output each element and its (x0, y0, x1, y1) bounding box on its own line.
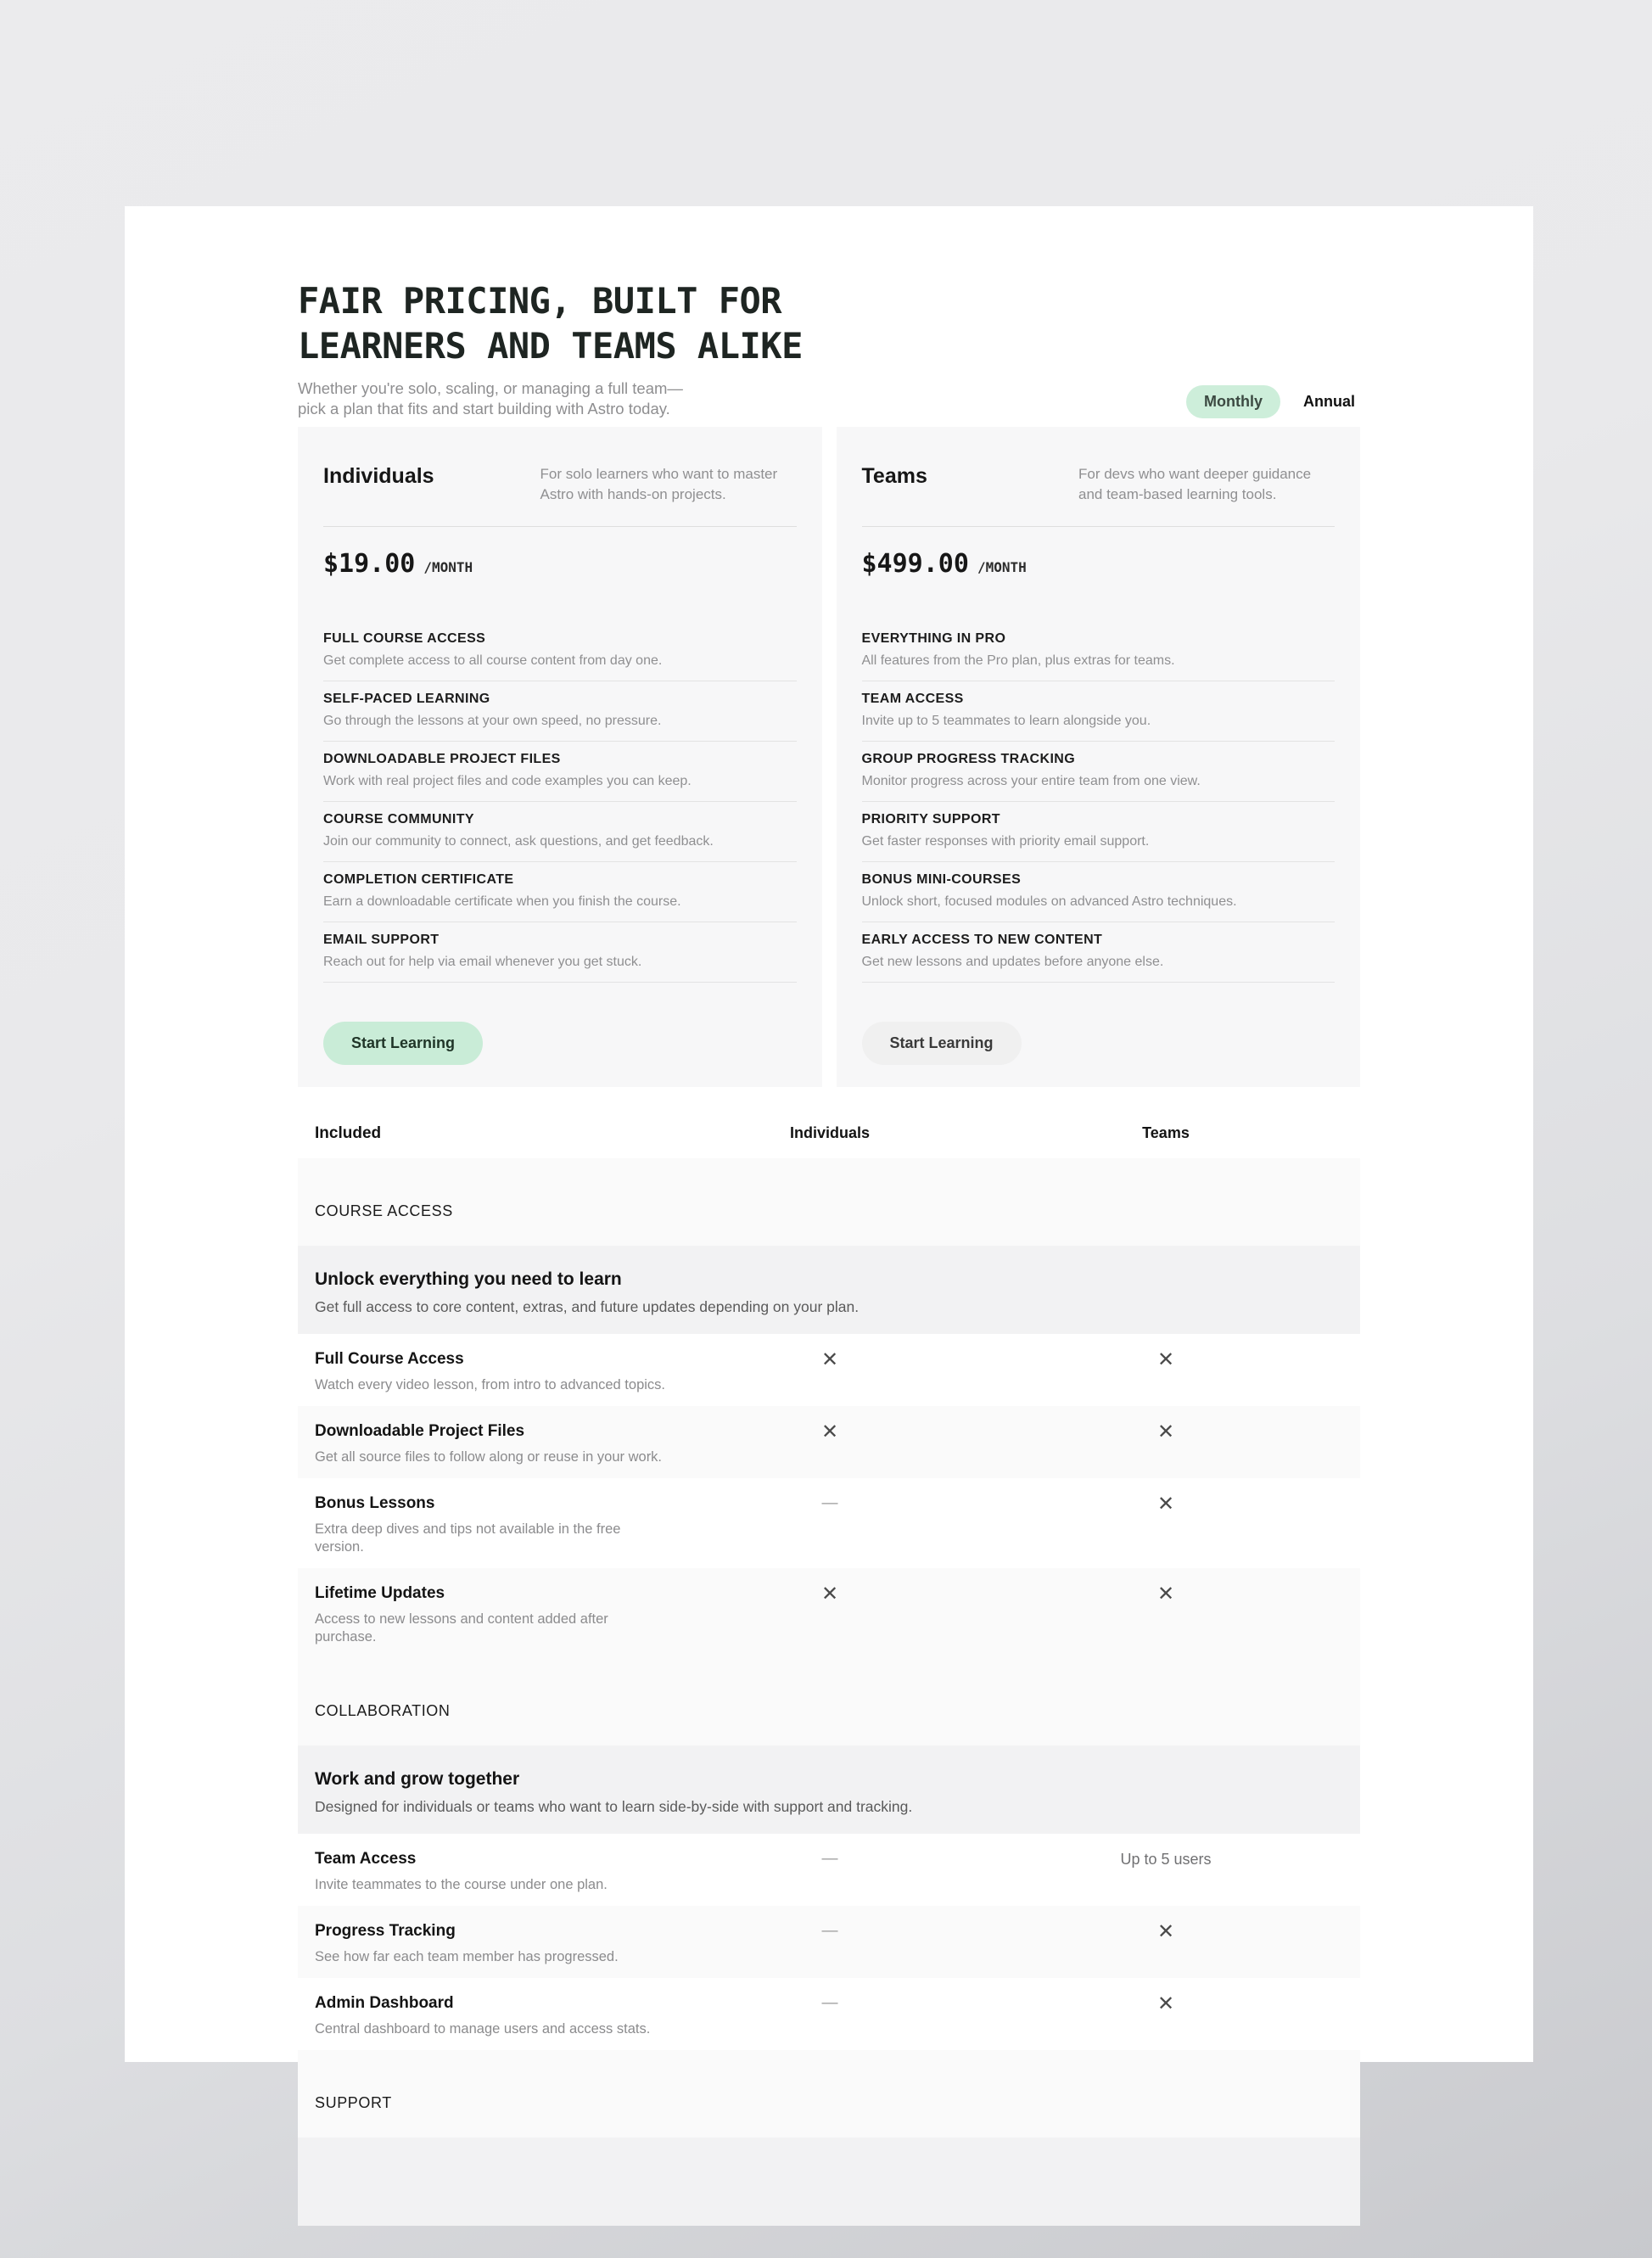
comparison-row (298, 1568, 1360, 1658)
plan-feature-item (862, 922, 1336, 983)
plan-feature-description: Unlock short, focused modules on advanced Astro techniques. (861, 894, 1237, 910)
teams-included-mark: ✕ (1156, 1919, 1175, 1944)
row-feature (315, 1493, 671, 1556)
plan-feature-item (323, 742, 797, 802)
plan-feature-title: SELF-PACED LEARNING (323, 692, 490, 707)
plan-feature-description: Earn a downloadable certificate when you finish the course. (323, 894, 681, 910)
plan-feature-description: Monitor progress across your entire team from one view. (861, 774, 1201, 789)
section-intro-band (298, 1246, 1360, 1334)
hero-section (298, 206, 1360, 420)
plan-feature-description: All features from the Pro plan, plus extras for teams. (861, 653, 1175, 669)
section-label-band (298, 2050, 1360, 2138)
plan-feature-title: TEAM ACCESS (861, 692, 964, 707)
comparison-row (298, 1906, 1360, 1978)
plan-feature-description: Join our community to connect, ask questions, and get feedback. (323, 834, 714, 849)
monthly-toggle-button[interactable]: Monthly (1186, 385, 1280, 418)
annual-toggle-button[interactable]: Annual (1303, 392, 1355, 410)
teams-included-mark: ✕ (1156, 1582, 1175, 1606)
row-feature (315, 1921, 671, 1966)
comparison-section (298, 2050, 1360, 2226)
plan-feature-title: FULL COURSE ACCESS (323, 631, 486, 647)
column-header-included: Included (315, 1124, 382, 1143)
section-intro-band (298, 1745, 1360, 1834)
row-feature-description: See how far each team member has progressed. (315, 1949, 619, 1965)
plan-cards-row (298, 427, 1360, 1087)
row-feature-title: Progress Tracking (315, 1922, 456, 1941)
row-feature (315, 1993, 671, 2038)
plan-feature-description: Reach out for help via email whenever you get stuck. (323, 955, 642, 970)
plan-feature-item (862, 742, 1336, 802)
plan-price-row (862, 549, 1336, 579)
plan-feature-item (323, 922, 797, 983)
row-feature-description: Invite teammates to the course under one plan. (315, 1877, 608, 1893)
divider (323, 526, 797, 527)
section-label: SUPPORT (315, 2094, 392, 2112)
row-feature-title: Downloadable Project Files (315, 1422, 525, 1441)
row-feature (315, 1849, 671, 1894)
row-feature-description: Central dashboard to manage users and access stats. (315, 2021, 651, 2037)
plan-period: /MONTH (423, 559, 473, 576)
section-label-band (298, 1658, 1360, 1745)
individuals-dash-mark: — (821, 1922, 838, 1941)
row-feature-title: Admin Dashboard (315, 1994, 454, 2013)
plan-feature-title: COMPLETION CERTIFICATE (323, 872, 514, 888)
plan-feature-description: Go through the lessons at your own speed, no pressure. (323, 714, 662, 729)
billing-toggle (1186, 385, 1355, 418)
plan-feature-description: Work with real project files and code examples you can keep. (323, 774, 692, 789)
row-feature-title: Full Course Access (315, 1350, 464, 1369)
plan-description: For solo learners who want to master Astro with hands-on projects. (540, 465, 778, 503)
plan-header (862, 464, 1336, 506)
section-intro-title: Work and grow together (315, 1769, 520, 1790)
individuals-included-mark: ✕ (820, 1348, 839, 1372)
comparison-row (298, 1478, 1360, 1568)
pricing-page-card (125, 206, 1533, 2112)
divider (862, 526, 1336, 527)
plan-feature-item (323, 621, 797, 681)
plan-feature-title: COURSE COMMUNITY (323, 812, 474, 827)
row-feature-description: Get all source files to follow along or reuse in your work. (315, 1449, 663, 1465)
plan-feature-list (862, 621, 1336, 983)
section-intro-description: Designed for individuals or teams who want to learn side-by-side with support and tracking. (315, 1798, 913, 1816)
plan-price: $19.00 (323, 549, 416, 580)
section-label-band (298, 1158, 1360, 1246)
plan-feature-item (862, 802, 1336, 862)
comparison-row (298, 1978, 1360, 2050)
plan-name: Individuals (323, 463, 434, 488)
comparison-section (298, 1158, 1360, 1658)
teams-included-mark: ✕ (1156, 1348, 1175, 1372)
teams-included-mark: ✕ (1156, 1420, 1175, 1444)
section-rows (298, 1334, 1360, 1658)
row-feature-description: Access to new lessons and content added after purchase. (315, 1611, 608, 1645)
comparison-row (298, 1334, 1360, 1406)
comparison-table (298, 1112, 1360, 2226)
section-label: COLLABORATION (315, 1702, 451, 1720)
row-feature-title: Team Access (315, 1850, 417, 1869)
row-feature (315, 1349, 671, 1394)
row-feature-description: Extra deep dives and tips not available in the free version. (315, 1521, 621, 1555)
start-learning-button[interactable]: Start Learning (323, 1022, 483, 1065)
plan-feature-list (323, 621, 797, 983)
plan-feature-description: Get faster responses with priority email support. (861, 834, 1150, 849)
plan-description: For devs who want deeper guidance and team-based learning tools. (1078, 465, 1312, 503)
comparison-section (298, 1658, 1360, 2050)
plan-feature-item (323, 802, 797, 862)
individuals-included-mark: ✕ (820, 1420, 839, 1444)
row-feature-title: Lifetime Updates (315, 1584, 445, 1603)
page-title-line2: LEARNERS AND TEAMS ALIKE (298, 324, 803, 367)
column-header-individuals: Individuals (789, 1124, 871, 1142)
plan-feature-item (862, 621, 1336, 681)
plan-header (323, 464, 797, 506)
plan-card-individuals (298, 427, 822, 1087)
plan-feature-title: EARLY ACCESS TO NEW CONTENT (861, 933, 1103, 948)
row-feature (315, 1583, 671, 1646)
individuals-dash-mark: — (821, 1850, 838, 1869)
plan-feature-title: GROUP PROGRESS TRACKING (861, 752, 1076, 767)
plan-card-teams (837, 427, 1361, 1087)
page-title-line1: FAIR PRICING, BUILT FOR (298, 280, 782, 322)
plan-feature-item (323, 862, 797, 922)
row-feature (315, 1421, 671, 1466)
plan-feature-title: DOWNLOADABLE PROJECT FILES (323, 752, 561, 767)
individuals-dash-mark: — (821, 1494, 838, 1513)
section-intro-title: Unlock everything you need to learn (315, 1269, 622, 1290)
plan-feature-title: EMAIL SUPPORT (323, 933, 440, 948)
plan-feature-item (862, 862, 1336, 922)
section-label: COURSE ACCESS (315, 1202, 453, 1220)
section-rows (298, 1834, 1360, 2050)
page-subtitle-line1: Whether you're solo, scaling, or managing a full team— (298, 379, 683, 397)
plan-feature-title: EVERYTHING IN PRO (861, 631, 1006, 647)
plan-price: $499.00 (861, 549, 969, 580)
start-learning-button[interactable]: Start Learning (862, 1022, 1022, 1065)
row-feature-description: Watch every video lesson, from intro to advanced topics. (315, 1377, 665, 1393)
comparison-row (298, 1406, 1360, 1478)
individuals-included-mark: ✕ (820, 1582, 839, 1606)
plan-name: Teams (861, 463, 927, 488)
teams-included-mark: ✕ (1156, 1492, 1175, 1516)
comparison-header-row (298, 1112, 1360, 1158)
column-header-teams: Teams (1142, 1124, 1190, 1142)
plan-feature-item (862, 681, 1336, 742)
plan-feature-description: Get complete access to all course content from day one. (323, 653, 663, 669)
page-title (298, 279, 1360, 368)
section-intro-description: Get full access to core content, extras, and future updates depending on your plan. (315, 1298, 860, 1316)
page-subtitle-line2: pick a plan that fits and start building with Astro today. (298, 400, 670, 418)
comparison-sections (298, 1158, 1360, 2226)
plan-feature-item (323, 681, 797, 742)
teams-included-mark: ✕ (1156, 1992, 1175, 2016)
plan-feature-title: PRIORITY SUPPORT (861, 812, 1000, 827)
plan-feature-title: BONUS MINI-COURSES (861, 872, 1022, 888)
individuals-dash-mark: — (821, 1994, 838, 2013)
teams-cell: Up to 5 users (1120, 1851, 1212, 1869)
section-intro-band (298, 2138, 1360, 2226)
plan-price-row (323, 549, 797, 579)
plan-feature-description: Invite up to 5 teammates to learn alongside you. (861, 714, 1151, 729)
row-feature-title: Bonus Lessons (315, 1494, 435, 1513)
comparison-row (298, 1834, 1360, 1906)
plan-feature-description: Get new lessons and updates before anyone else. (861, 955, 1164, 970)
plan-period: /MONTH (977, 559, 1027, 576)
